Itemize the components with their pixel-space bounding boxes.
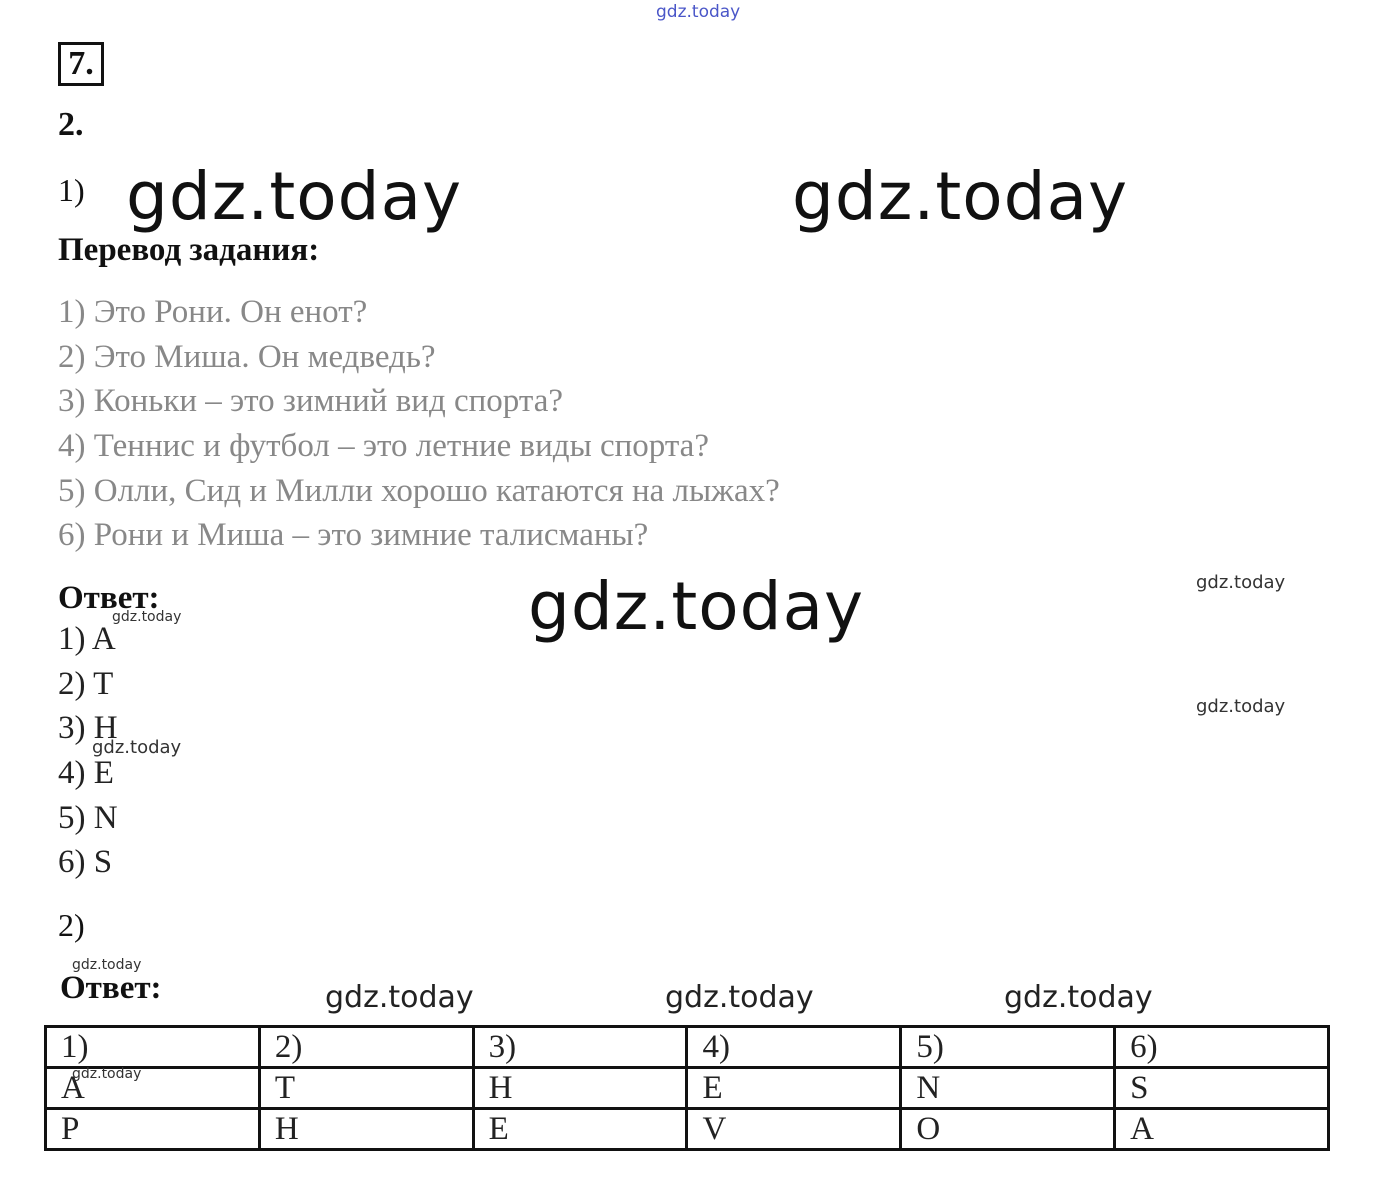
table-cell: H — [259, 1109, 473, 1150]
watermark-mid-3: gdz.today — [1004, 980, 1153, 1015]
table-row — [46, 1068, 1329, 1109]
table-row — [46, 1109, 1329, 1150]
table-cell: 6) — [1115, 1027, 1329, 1068]
answer-table — [44, 1025, 1330, 1151]
part1-label: 1) — [58, 172, 85, 208]
watermark-tiny-1: gdz.today — [112, 609, 182, 625]
answer1-line: 5) N — [58, 800, 118, 836]
table-cell: 3) — [473, 1027, 687, 1068]
table-cell: P — [46, 1109, 260, 1150]
watermark-top: gdz.today — [656, 2, 741, 22]
watermark-small-right-2: gdz.today — [1196, 696, 1286, 717]
translation-line: 2) Это Миша. Он медведь? — [58, 339, 436, 375]
translation-line: 4) Теннис и футбол – это летние виды спорта? — [58, 428, 709, 464]
answer1-heading: Ответ: — [58, 580, 160, 616]
translation-line: 3) Коньки – это зимний вид спорта? — [58, 383, 563, 419]
watermark-small-left: gdz.today — [92, 737, 182, 758]
answer2-heading: Ответ: — [60, 970, 162, 1006]
task-number: 2. — [58, 106, 84, 143]
translation-line: 5) Олли, Сид и Милли хорошо катаются на лыжах? — [58, 473, 780, 509]
watermark-tiny-2: gdz.today — [72, 957, 142, 973]
table-cell: A — [46, 1068, 260, 1109]
table-cell: 4) — [687, 1027, 901, 1068]
watermark-large-left: gdz.today — [126, 158, 463, 235]
translation-line: 1) Это Рони. Он енот? — [58, 294, 368, 330]
table-cell: N — [901, 1068, 1115, 1109]
page-number-box: 7. — [58, 42, 104, 86]
table-cell: E — [473, 1109, 687, 1150]
table-cell: T — [259, 1068, 473, 1109]
watermark-large-right: gdz.today — [792, 158, 1129, 235]
watermark-mid-1: gdz.today — [325, 980, 474, 1015]
table-cell: 1) — [46, 1027, 260, 1068]
answer1-line: 4) E — [58, 755, 114, 791]
answer1-line: 6) S — [58, 844, 113, 880]
table-cell: H — [473, 1068, 687, 1109]
table-cell: S — [1115, 1068, 1329, 1109]
watermark-mid-2: gdz.today — [665, 980, 814, 1015]
translation-line: 6) Рони и Миша – это зимние талисманы? — [58, 517, 649, 553]
answer1-line: 2) T — [58, 666, 114, 702]
watermark-small-right-1: gdz.today — [1196, 572, 1286, 593]
table-cell: 5) — [901, 1027, 1115, 1068]
watermark-large-center: gdz.today — [528, 568, 865, 645]
answer1-line: 3) H — [58, 710, 118, 746]
answer1-line: 1) A — [58, 621, 116, 657]
table-cell: 2) — [259, 1027, 473, 1068]
table-cell: A — [1115, 1109, 1329, 1150]
translation-heading: Перевод задания: — [58, 232, 320, 268]
table-header-row — [46, 1027, 1329, 1068]
part2-label: 2) — [58, 907, 85, 943]
table-cell: E — [687, 1068, 901, 1109]
table-cell: O — [901, 1109, 1115, 1150]
table-cell: V — [687, 1109, 901, 1150]
watermark-tiny-3: gdz.today — [72, 1066, 142, 1082]
